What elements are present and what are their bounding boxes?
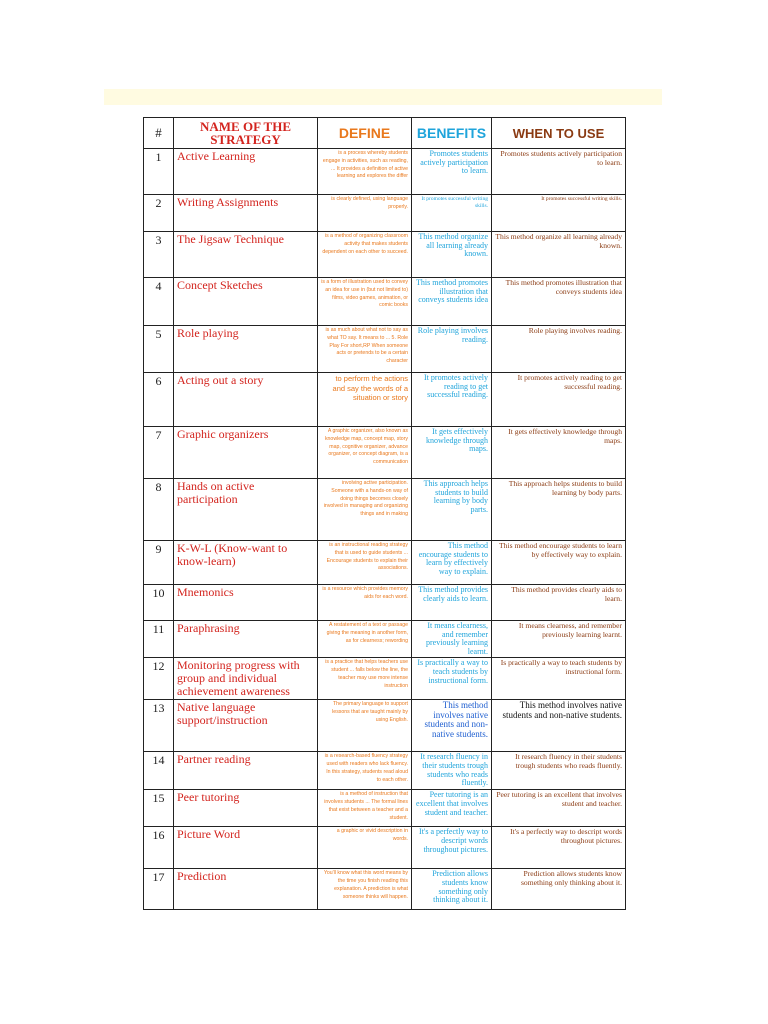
strategy-definition: A graphic organizer, also known as knowledge map, concept map, story map, cognitive organizer, advance organizer, or concept diagram, is a communication <box>318 427 412 479</box>
row-number: 3 <box>144 232 174 278</box>
row-number: 1 <box>144 149 174 195</box>
strategy-benefits: This method involves native students and non-native students. <box>412 700 492 752</box>
row-number: 14 <box>144 752 174 790</box>
strategy-name: Monitoring progress with group and individual achievement awareness <box>174 658 318 700</box>
strategy-benefits: This method encourage students to learn by effectively way to explain. <box>412 541 492 585</box>
strategy-definition: is a method of organizing classroom activity that makes students dependent on each other to succeed. <box>318 232 412 278</box>
row-number: 10 <box>144 585 174 621</box>
strategy-when-to-use: This method promotes illustration that conveys students idea <box>492 278 626 326</box>
strategy-definition: A restatement of a text or passage giving the meaning in another form, as for clearness; rewording <box>318 621 412 658</box>
table-row <box>144 790 626 827</box>
table-row <box>144 195 626 232</box>
row-number: 6 <box>144 373 174 427</box>
strategy-name: Hands on active participation <box>174 479 318 541</box>
table-row <box>144 752 626 790</box>
strategy-name: Graphic organizers <box>174 427 318 479</box>
strategy-benefits: It gets effectively knowledge through maps. <box>412 427 492 479</box>
table-row <box>144 585 626 621</box>
strategy-name: Peer tutoring <box>174 790 318 827</box>
row-number: 11 <box>144 621 174 658</box>
strategy-name: Paraphrasing <box>174 621 318 658</box>
strategy-benefits: Prediction allows students know something only thinking about it. <box>412 869 492 910</box>
row-number: 16 <box>144 827 174 869</box>
strategy-name: Role playing <box>174 326 318 373</box>
row-number: 13 <box>144 700 174 752</box>
strategy-name: K-W-L (Know-want to know-learn) <box>174 541 318 585</box>
strategy-definition: involving active participation. Someone with a hands-on way of doing things becomes closely involved in managing and organizing things and in making <box>318 479 412 541</box>
strategy-when-to-use: It research fluency in their students trough students who reads fluently. <box>492 752 626 790</box>
strategy-when-to-use: This method involves native students and non-native students. <box>492 700 626 752</box>
header-strategy-name: NAME OF THE STRATEGY <box>174 118 318 149</box>
strategy-definition: a graphic or vivid description in words. <box>318 827 412 869</box>
strategy-benefits: Role playing involves reading. <box>412 326 492 373</box>
row-number: 2 <box>144 195 174 232</box>
strategy-when-to-use: It's a perfectly way to descript words throughout pictures. <box>492 827 626 869</box>
strategy-definition: is a resource which provides memory aids for each word. <box>318 585 412 621</box>
strategy-when-to-use: It means clearness, and remember previously learning learnt. <box>492 621 626 658</box>
strategy-when-to-use: Is practically a way to teach students by instructional form. <box>492 658 626 700</box>
strategy-name: Writing Assignments <box>174 195 318 232</box>
row-number: 12 <box>144 658 174 700</box>
table-row <box>144 869 626 910</box>
strategy-name: Concept Sketches <box>174 278 318 326</box>
highlight-band <box>104 89 662 105</box>
strategy-definition: The primary language to support lessons that are taught mainly by using English. <box>318 700 412 752</box>
strategy-definition: to perform the actions and say the words of a situation or story <box>318 373 412 427</box>
strategy-name: Picture Word <box>174 827 318 869</box>
strategy-name: Native language support/instruction <box>174 700 318 752</box>
table-row <box>144 373 626 427</box>
row-number: 15 <box>144 790 174 827</box>
strategy-when-to-use: It promotes successful writing skills. <box>492 195 626 232</box>
table-row <box>144 700 626 752</box>
strategy-name: Mnemonics <box>174 585 318 621</box>
strategy-definition: is a form of illustration used to convey an idea for use in (but not limited to) films, video games, animation, or comic books <box>318 278 412 326</box>
strategy-definition: You'll know what this word means by the time you finish reading this explanation. A prediction is what someone thinks will happen. <box>318 869 412 910</box>
strategy-when-to-use: This approach helps students to build learning by body parts. <box>492 479 626 541</box>
strategy-when-to-use: It promotes actively reading to get successful reading. <box>492 373 626 427</box>
strategy-definition: is an instructional reading strategy that is used to guide students ... Encourage students to explain their associations. <box>318 541 412 585</box>
strategy-benefits: Is practically a way to teach students by instructional form. <box>412 658 492 700</box>
strategy-name: Acting out a story <box>174 373 318 427</box>
table-row <box>144 326 626 373</box>
strategy-name: Active Learning <box>174 149 318 195</box>
table-row <box>144 278 626 326</box>
strategy-when-to-use: This method provides clearly aids to learn. <box>492 585 626 621</box>
table-row <box>144 658 626 700</box>
header-when-to-use: WHEN TO USE <box>492 118 626 149</box>
strategy-when-to-use: This method organize all learning already known. <box>492 232 626 278</box>
strategy-definition: is a process whereby students engage in activities, such as reading, ... It provides a definition of active learning and explores the differ <box>318 149 412 195</box>
strategy-benefits: It promotes actively reading to get successful reading. <box>412 373 492 427</box>
row-number: 17 <box>144 869 174 910</box>
table-row <box>144 479 626 541</box>
row-number: 4 <box>144 278 174 326</box>
row-number: 8 <box>144 479 174 541</box>
row-number: 9 <box>144 541 174 585</box>
strategy-benefits: This method promotes illustration that conveys students idea <box>412 278 492 326</box>
table-row <box>144 427 626 479</box>
table-row <box>144 232 626 278</box>
strategy-table <box>143 117 626 910</box>
strategy-name: Partner reading <box>174 752 318 790</box>
strategy-when-to-use: Role playing involves reading. <box>492 326 626 373</box>
header-benefits: BENEFITS <box>412 118 492 149</box>
strategy-benefits: Promotes students actively participation to learn. <box>412 149 492 195</box>
row-number: 5 <box>144 326 174 373</box>
strategy-when-to-use: This method encourage students to learn by effectively way to explain. <box>492 541 626 585</box>
strategy-definition: is as much about what not to say as what TO say. It means to ... 5. Role Play For short,RP When someone acts or pretends to be a certain character <box>318 326 412 373</box>
header-row <box>144 118 626 149</box>
strategy-benefits: It promotes successful writing skills. <box>412 195 492 232</box>
strategy-definition: is a method of instruction that involves students ... The formal lines that exist between a teacher and a student. <box>318 790 412 827</box>
strategy-benefits: This method organize all learning already known. <box>412 232 492 278</box>
strategy-when-to-use: It gets effectively knowledge through maps. <box>492 427 626 479</box>
strategy-benefits: It means clearness, and remember previously learning learnt. <box>412 621 492 658</box>
strategy-when-to-use: Peer tutoring is an excellent that involves student and teacher. <box>492 790 626 827</box>
table-row <box>144 541 626 585</box>
table-row <box>144 827 626 869</box>
table-row <box>144 149 626 195</box>
strategy-when-to-use: Promotes students actively participation to learn. <box>492 149 626 195</box>
strategy-name: The Jigsaw Technique <box>174 232 318 278</box>
strategy-name: Prediction <box>174 869 318 910</box>
strategy-benefits: It's a perfectly way to descript words throughout pictures. <box>412 827 492 869</box>
strategy-benefits: Peer tutoring is an excellent that involves student and teacher. <box>412 790 492 827</box>
strategy-definition: is clearly defined, using language properly. <box>318 195 412 232</box>
strategy-when-to-use: Prediction allows students know something only thinking about it. <box>492 869 626 910</box>
strategy-benefits: It research fluency in their students trough students who reads fluently. <box>412 752 492 790</box>
strategy-definition: is a practice that helps teachers use student ... falls below the line, the teacher may use more intense instruction <box>318 658 412 700</box>
table-row <box>144 621 626 658</box>
strategy-definition: is a research-based fluency strategy used with readers who lack fluency. In this strategy, students read aloud to each other. <box>318 752 412 790</box>
header-number: # <box>144 118 174 149</box>
strategy-benefits: This approach helps students to build learning by body parts. <box>412 479 492 541</box>
header-define: DEFINE <box>318 118 412 149</box>
row-number: 7 <box>144 427 174 479</box>
strategy-benefits: This method provides clearly aids to learn. <box>412 585 492 621</box>
